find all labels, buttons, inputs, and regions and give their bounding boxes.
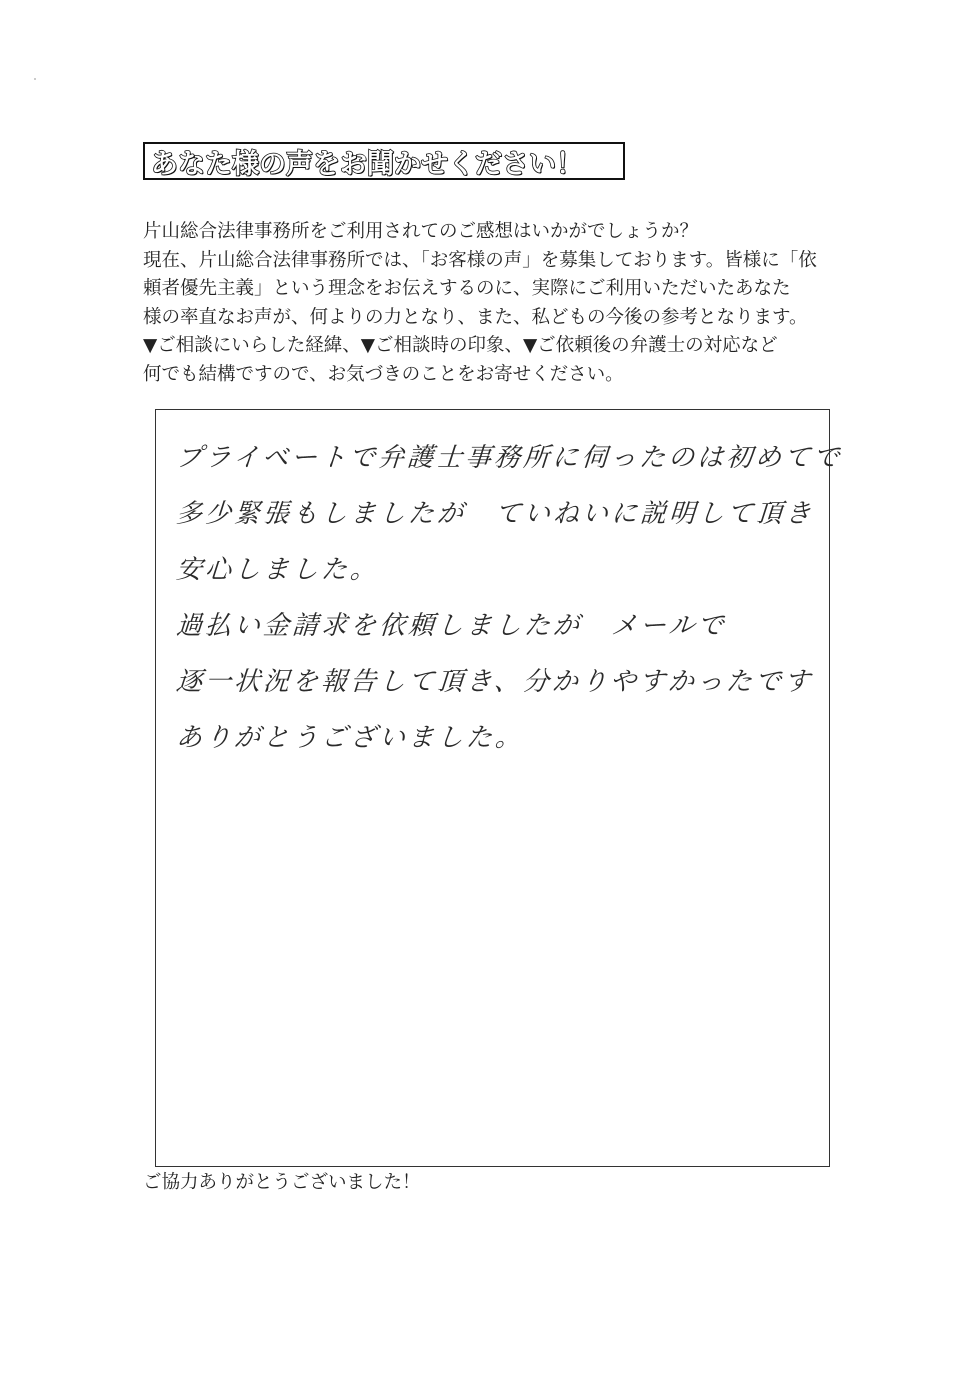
intro-line: 何でも結構ですので、お気づきのことをお寄せください。 bbox=[143, 363, 624, 385]
answer-box bbox=[155, 409, 844, 1167]
handwritten-line: 多少緊張もしましたが ていねいに説明して頂き bbox=[174, 499, 816, 529]
page-title: あなた様の声をお聞かせください！ bbox=[151, 148, 583, 180]
intro-line: ▼ご相談にいらした経緯、▼ご相談時の印象、▼ご依頼後の弁護士の対応など bbox=[143, 335, 778, 357]
handwritten-answer bbox=[174, 430, 844, 766]
closing-text: ご協力ありがとうございました！ bbox=[143, 1172, 421, 1193]
title-banner bbox=[143, 142, 625, 180]
intro-line: 現在、片山総合法律事務所では、「お客様の声」を募集しております。皆様に「依 bbox=[143, 249, 817, 271]
scan-speck bbox=[34, 78, 36, 80]
handwritten-line: ありがとうございました。 bbox=[174, 723, 526, 753]
handwritten-line: 過払い金請求を依頼しましたが メールで bbox=[174, 611, 728, 641]
intro-line: 片山総合法律事務所をご利用されてのご感想はいかがでしょうか？ bbox=[143, 221, 699, 242]
handwritten-line: プライベートで弁護士事務所に伺ったのは初めてで bbox=[174, 443, 844, 473]
intro-line: 頼者優先主義」という理念をお伝えするのに、実際にご利用いただいたあなた bbox=[143, 278, 791, 300]
handwritten-line: 安心しました。 bbox=[174, 555, 381, 585]
intro-paragraph bbox=[143, 218, 863, 390]
handwritten-line: 逐一状況を報告して頂き、分かりやすかったです bbox=[174, 667, 815, 697]
intro-line: 様の率直なお声が、何よりの力となり、また、私どもの今後の参考となります。 bbox=[143, 306, 808, 328]
